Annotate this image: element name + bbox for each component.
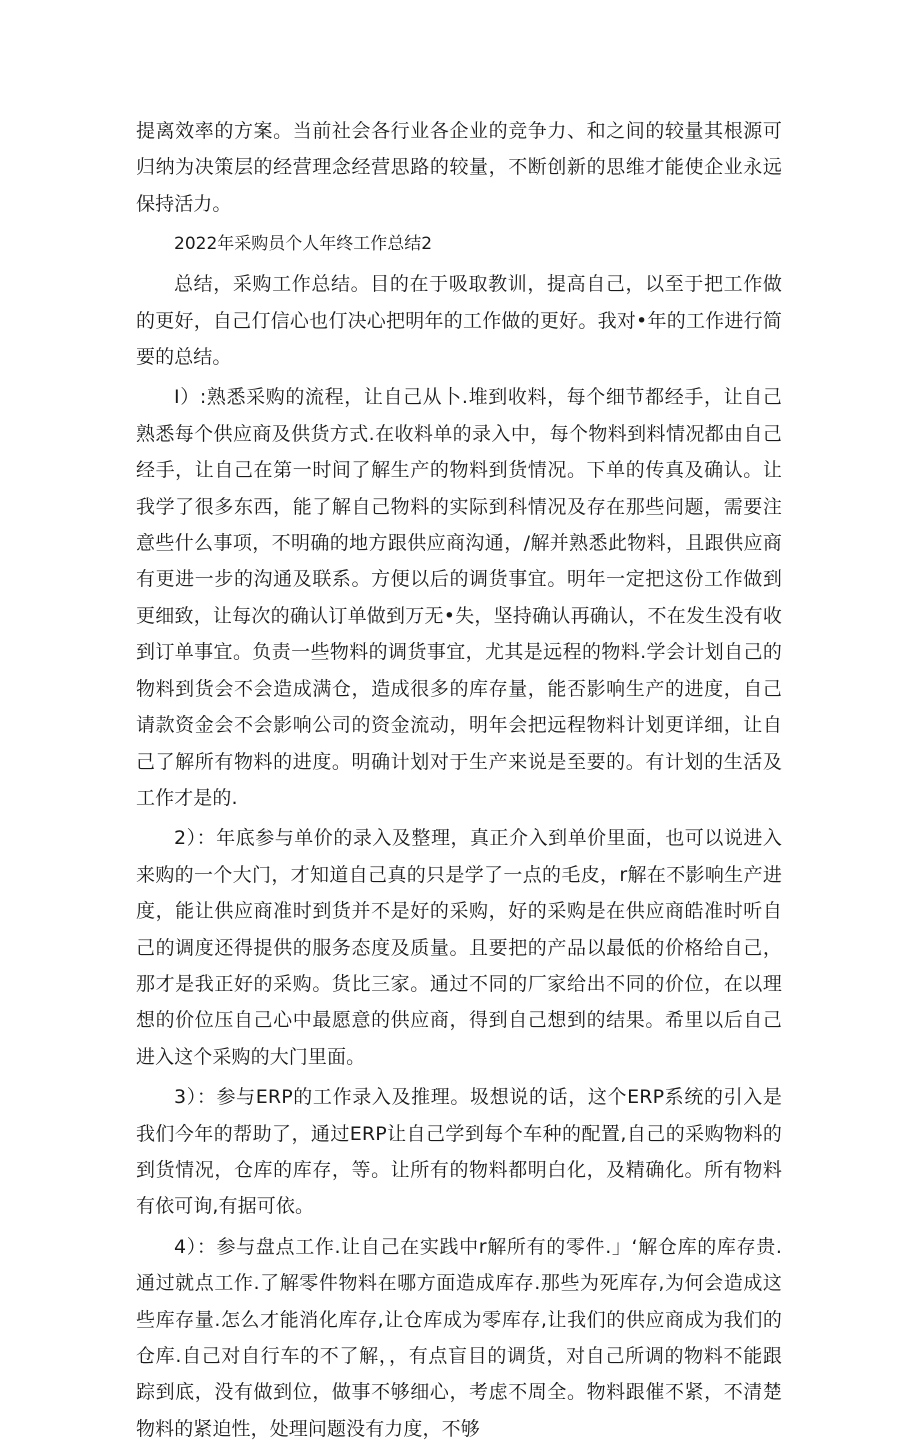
document-page: [136, 113, 782, 1447]
work-item-3: 3）：参与ERP的工作录入及推理。圾想说的话，这个ERP系统的引入是我们今年的帮助了，通过ERP让自己学到每个车种的配置,自己的采购物料的到货情况，仓库的库存，等。让所有的物料都明白化，及精确化。所有物料有依可询,有据可依。: [136, 1086, 782, 1218]
section-title: 2022年采购员个人年终工作总结2: [174, 234, 433, 255]
intro-paragraph: 提离效率的方案。当前社会各行业各企业的竞争力、和之间的较量其根源可归纳为决策层的经营理念经营思路的较量，不断创新的思维才能使企业永远保持活力。: [136, 120, 782, 215]
summary-paragraph: 总结，采购工作总结。目的在于吸取教训，提高自己，以至于把工作做的更好，自己仃信心也仃决心把明年的工作做的更好。我对•年的工作进行简要的总结。: [136, 273, 782, 369]
work-item-1: I）:熟悉采购的流程，让自己从卜.堆到收料，每个细节都经手，让自己熟悉每个供应商及供货方式.在收料单的录入中，每个物料到料情况都由自己经手，让自己在第一时间了解生产的物料到货情况。下单的传真及确认。让我学了很多东西，能了解自己物料的实际到科情况及存在那些问题，需要注意些什么事项，不明确的地方跟供应商沟通，/解并熟悉此物料，且跟供应商有更进一步的沟通及联系。方便以后的调货事宜。明年一定把这份工作做到更细致，让每次的确认订单做到万无•失，坚持确认再确认，不在发生没有收到订单事宜。负责一些物料的调货事宜，尤其是远程的物料.学会计划自己的物料到货会不会造成满仓，造成很多的库存量，能否影响生产的进度，自己请款资金会不会影响公司的资金流动，明年会把远程物料计划更详细，让自己了解所有物料的进度。明确计划对于生产来说是至要的。有计划的生活及工作才是的.: [136, 386, 782, 809]
work-item-4: 4）：参与盘点工作.让自己在实践中r解所有的零件.」‘解仓库的库存贵.通过就点工作.了解零件物料在哪方面造成库存.那些为死库存,为何会造成这些库存量.怎么才能消化库存,让仓库成为零库存,让我们的供应商成为我们的仓库.自己对自行车的不了解，，有点盲目的调货，对自己所调的物料不能跟踪到底，没有做到位，做事不够细心，考虑不周全。物料跟催不紧，不清楚物料的紧迫性，处理问题没有力度，不够: [136, 1235, 782, 1440]
work-item-2: 2）：年底参与单价的录入及整理，真正介入到单价里面，也可以说进入来购的一个大门，才知道自己真的只是学了一点的毛皮，r解在不影响生产进度，能让供应商准时到货并不是好的采购，好的采购是在供应商皓准时听自己的调度还得提供的服务态度及质量。且要把的产品以最低的价格给自己，那才是我正好的采购。货比三家。通过不同的厂家给出不同的价位，在以理想的价位压自己心中最愿意的供应商，得到自己想到的结果。希里以后自己进入这个采购的大门里面。: [136, 827, 782, 1068]
